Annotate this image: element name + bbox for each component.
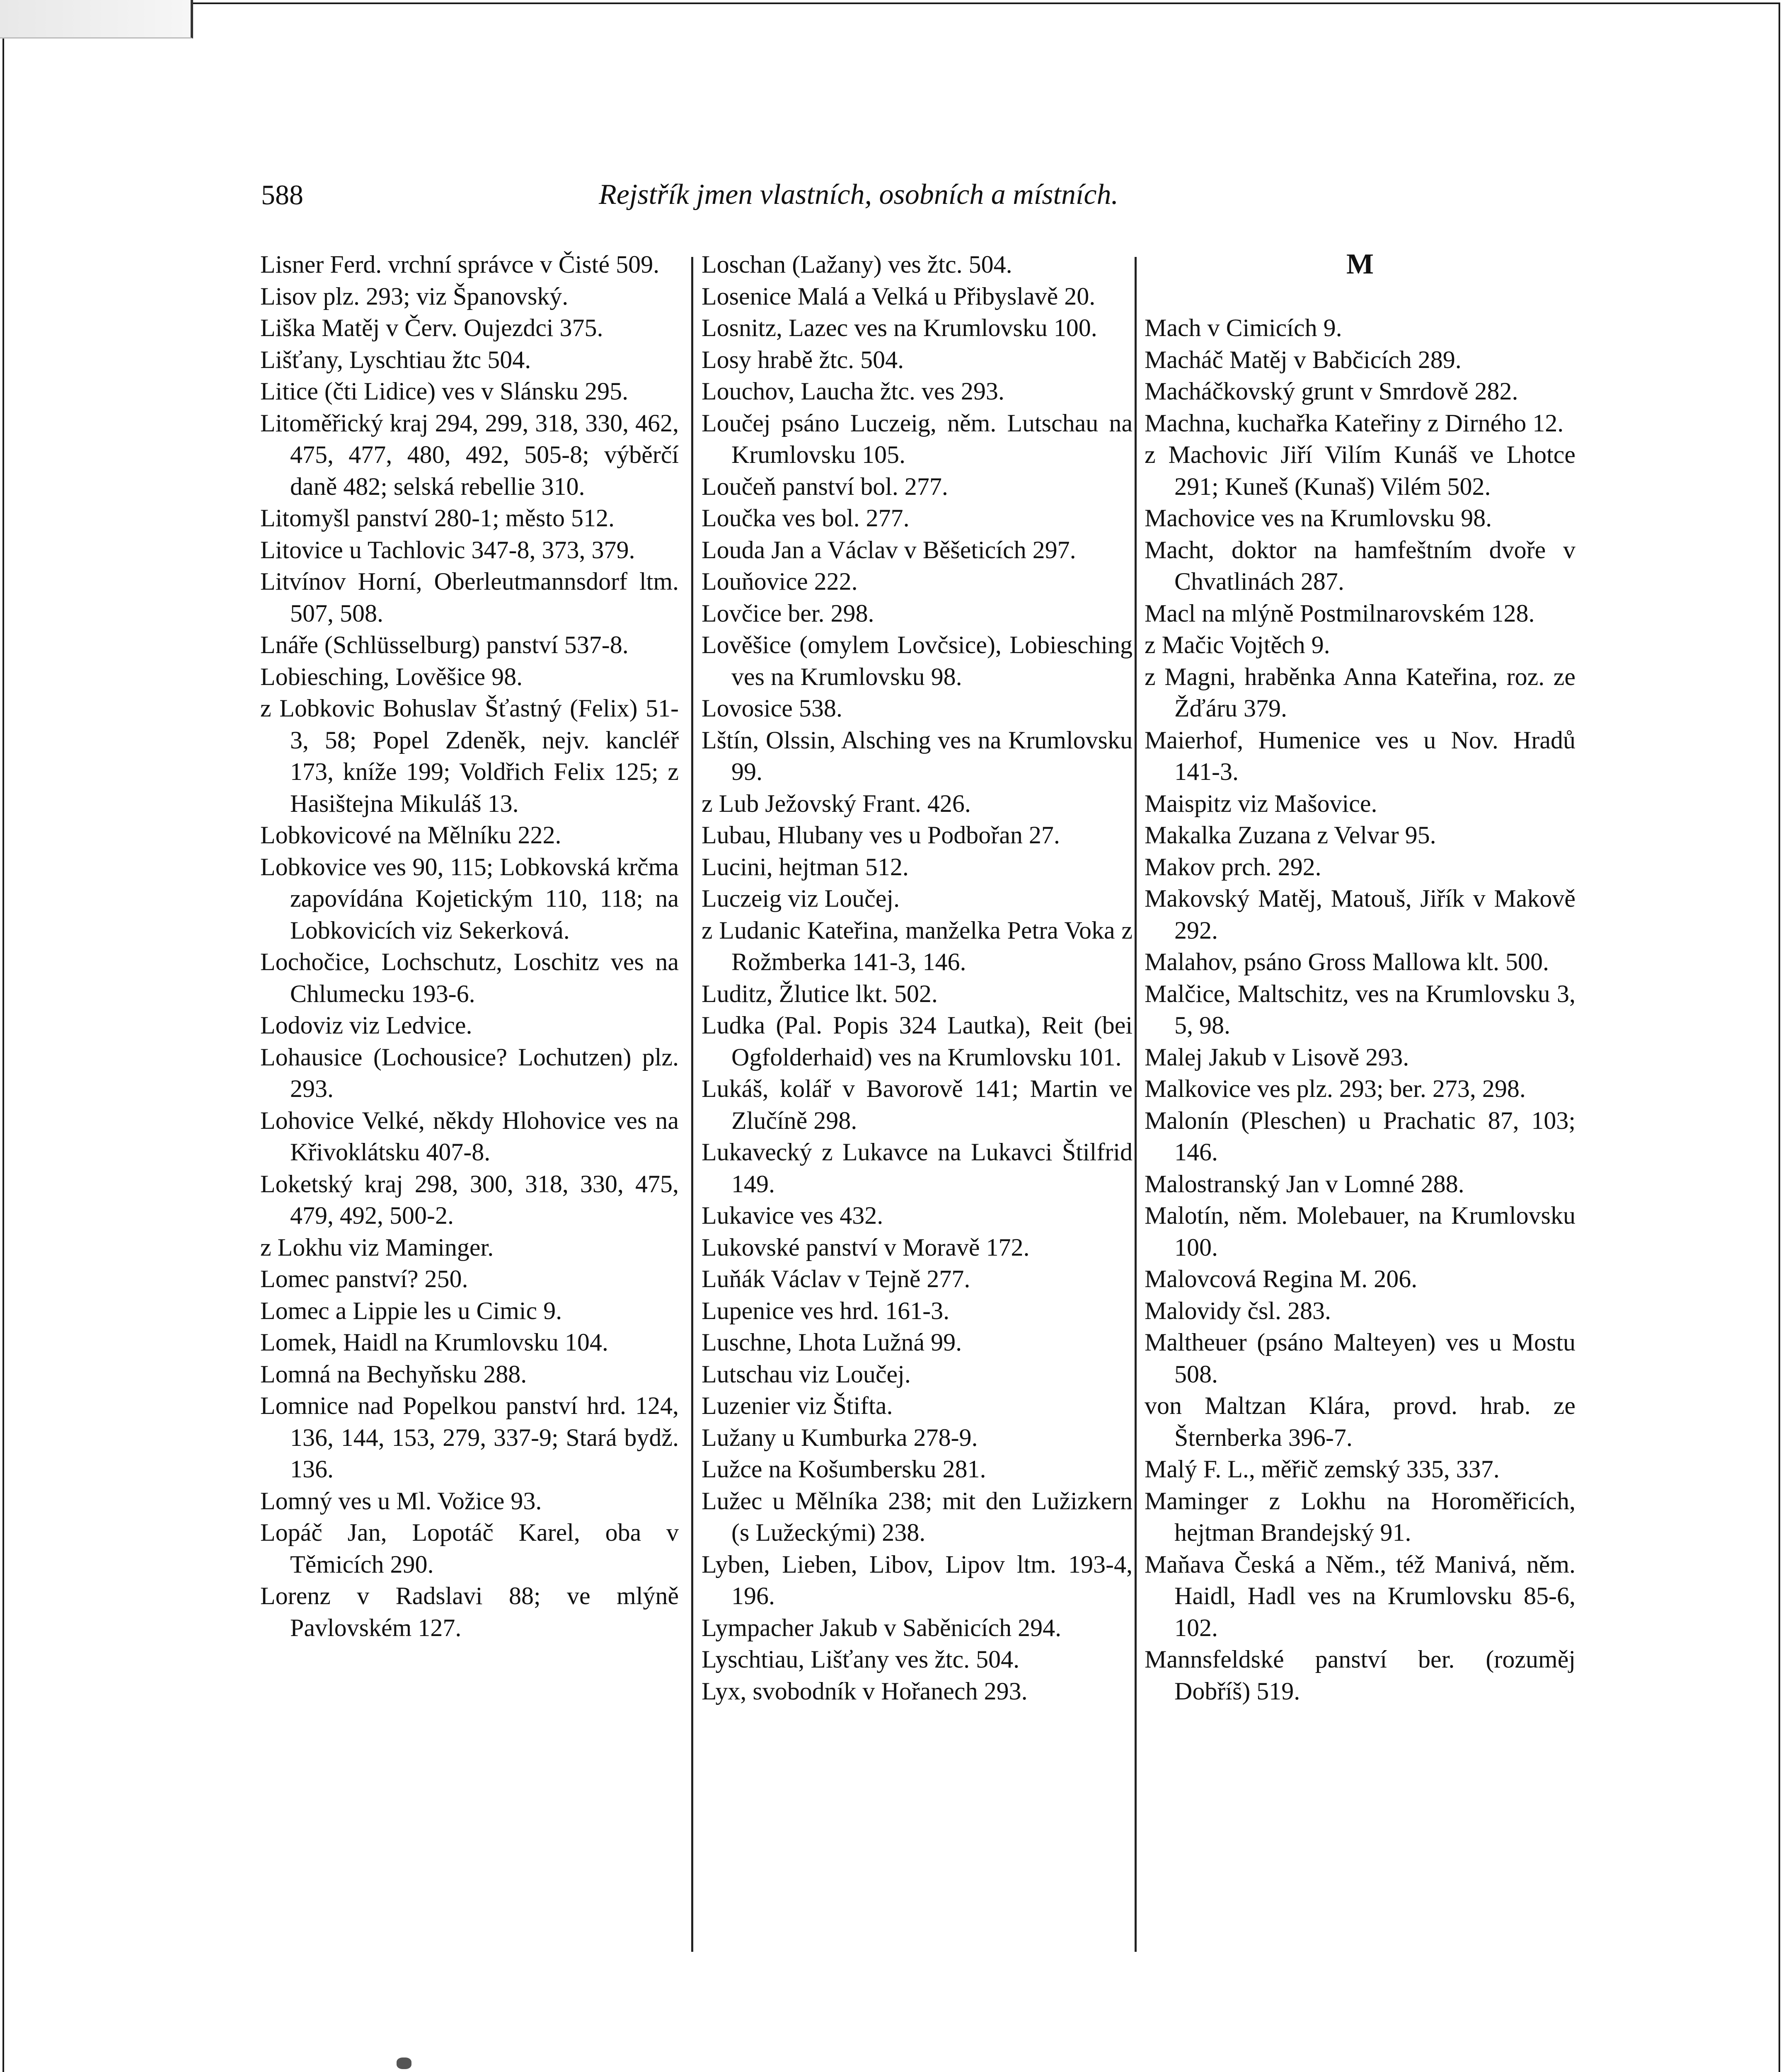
index-entry: Malčice, Maltschitz, ves na Krumlovsku 3, 5, 98. (1145, 980, 1575, 1039)
index-entry: Lobkovice ves 90, 115; Lobkovská krčma zapovídána Kojetickým 110, 118; na Lobkovicích viz Sekerková. (260, 853, 679, 944)
index-entry: Lohovice Velké, někdy Hlohovice ves na Křivoklátsku 407-8. (260, 1106, 679, 1166)
index-entry: Louchov, Laucha žtc. ves 293. (702, 378, 1004, 405)
index-entry: z Lub Ježovský Frant. 426. (702, 789, 971, 817)
index-entry: Lochočice, Lochschutz, Loschitz ves na Chlumecku 193-6. (260, 948, 679, 1007)
index-entry: Lovosice 538. (702, 695, 842, 722)
index-entry: Malkovice ves plz. 293; ber. 273, 298. (1145, 1075, 1526, 1102)
index-entry: Luňák Václav v Tejně 277. (702, 1265, 970, 1293)
index-entry: Lukavice ves 432. (702, 1202, 883, 1229)
page-header (261, 176, 1227, 213)
index-entry: Lyschtiau, Lišťany ves žtc. 504. (702, 1646, 1020, 1673)
index-entry: Lovčice ber. 298. (702, 599, 874, 627)
index-entry: z Machovic Jiří Vilím Kunáš ve Lhotce 291; Kuneš (Kunaš) Vilém 502. (1145, 441, 1575, 500)
index-entry: Maňava Česká a Něm., též Manivá, něm. Haidl, Hadl ves na Krumlovsku 85-6, 102. (1145, 1550, 1575, 1641)
index-entry: Losenice Malá a Velká u Přibyslavě 20. (702, 282, 1096, 310)
index-column-1 (260, 249, 679, 1644)
index-entry: Macl na mlýně Postmilnarovském 128. (1145, 599, 1535, 627)
index-entry: Loučka ves bol. 277. (702, 504, 910, 532)
index-entry: Lověšice (omylem Lovčsice), Lobiesching ves na Krumlovsku 98. (702, 631, 1133, 690)
index-entry: Luczeig viz Loučej. (702, 885, 900, 912)
index-entry: Machna, kuchařka Kateřiny z Dirného 12. (1145, 409, 1564, 437)
index-entry: Lužany u Kumburka 278-9. (702, 1423, 978, 1451)
index-entry: Lyben, Lieben, Libov, Lipov ltm. 193-4, 196. (702, 1550, 1133, 1610)
index-entry: Lukáš, kolář v Bavorově 141; Martin ve Zlučíně 298. (702, 1075, 1133, 1134)
index-entry: Litoměřický kraj 294, 299, 318, 330, 462, 475, 477, 480, 492, 505-8; výběrčí daně 482; selská rebellie 310. (260, 409, 679, 500)
index-entry: Lutschau viz Loučej. (702, 1360, 911, 1388)
index-entry: Litvínov Horní, Oberleutmannsdorf ltm. 507, 508. (260, 568, 679, 627)
index-entry: Loučej psáno Luczeig, něm. Lutschau na Krumlovsku 105. (702, 409, 1133, 468)
index-entry: z Lokhu viz Maminger. (260, 1233, 494, 1261)
index-entry: Lohausice (Lochousice? Lochutzen) plz. 293. (260, 1043, 679, 1102)
index-entry: Machovice ves na Krumlovsku 98. (1145, 504, 1492, 532)
index-entry: Malý F. L., měřič zemský 335, 337. (1145, 1455, 1500, 1483)
index-entry: von Maltzan Klára, provd. hrab. ze Šternberka 396-7. (1145, 1392, 1575, 1451)
scan-corner-mark (0, 0, 193, 39)
index-entry: Lubau, Hlubany ves u Podbořan 27. (702, 821, 1060, 849)
index-entry: Lobiesching, Lověšice 98. (260, 663, 523, 690)
index-entry: Lštín, Olssin, Alsching ves na Krumlovsku 99. (702, 726, 1133, 785)
index-entry: Malahov, psáno Gross Mallowa klt. 500. (1145, 948, 1549, 975)
index-entry: Makalka Zuzana z Velvar 95. (1145, 821, 1436, 849)
index-entry: Luditz, Žlutice lkt. 502. (702, 980, 938, 1007)
index-entry: Luschne, Lhota Lužná 99. (702, 1329, 962, 1356)
index-entry: Lupenice ves hrd. 161-3. (702, 1297, 950, 1324)
index-entry: Maminger z Lokhu na Horoměřicích, hejtman Brandejský 91. (1145, 1487, 1575, 1546)
index-entry: Lužce na Košumbersku 281. (702, 1455, 986, 1483)
print-speck (397, 2057, 411, 2069)
index-entry: Loketský kraj 298, 300, 318, 330, 475, 479, 492, 500-2. (260, 1170, 679, 1229)
index-entry: Litovice u Tachlovic 347-8, 373, 379. (260, 536, 635, 564)
index-entry: Ludka (Pal. Popis 324 Lautka), Reit (bei Ogfolderhaid) ves na Krumlovsku 101. (702, 1012, 1133, 1071)
index-entry: z Magni, hraběnka Anna Kateřina, roz. ze Žďáru 379. (1145, 663, 1575, 722)
index-entry: Malostranský Jan v Lomné 288. (1145, 1170, 1464, 1198)
index-entry: Lomnice nad Popelkou panství hrd. 124, 136, 144, 153, 279, 337-9; Stará bydž. 136. (260, 1392, 679, 1483)
index-entry: Lomec panství? 250. (260, 1265, 468, 1293)
index-entry: Litice (čti Lidice) ves v Slánsku 295. (260, 378, 629, 405)
index-entry: z Ludanic Kateřina, manželka Petra Voka z Rožmberka 141-3, 146. (702, 916, 1133, 975)
index-entry: Maltheuer (psáno Malteyen) ves u Mostu 508. (1145, 1329, 1575, 1388)
column-divider (1135, 257, 1137, 1952)
section-letter: M (1346, 248, 1374, 280)
index-entry: Liška Matěj v Červ. Oujezdci 375. (260, 314, 603, 341)
index-entry: Malotín, něm. Molebauer, na Krumlovsku 100. (1145, 1202, 1575, 1261)
index-column-2 (702, 249, 1133, 1707)
column-divider (691, 257, 693, 1952)
index-entry: Macháč Matěj v Babčicích 289. (1145, 346, 1462, 373)
index-entry: Malovidy čsl. 283. (1145, 1297, 1331, 1324)
index-entry: Macht, doktor na hamfeštním dvoře v Chvatlinách 287. (1145, 536, 1575, 595)
index-entry: Lnáře (Schlüsselburg) panství 537-8. (260, 631, 629, 658)
index-entry: Lucini, hejtman 512. (702, 853, 909, 881)
index-entry: Lopáč Jan, Lopotáč Karel, oba v Těmicích 290. (260, 1519, 679, 1578)
index-entry: Lodoviz viz Ledvice. (260, 1012, 472, 1039)
index-entry: Loschan (Lažany) ves žtc. 504. (702, 251, 1012, 278)
index-entry: Makov prch. 292. (1145, 853, 1321, 881)
index-entry: Makovský Matěj, Matouš, Jiřík v Makově 292. (1145, 885, 1575, 944)
index-entry: Louda Jan a Václav v Běšeticích 297. (702, 536, 1076, 564)
index-entry: Losy hrabě žtc. 504. (702, 346, 904, 373)
index-entry: Lomec a Lippie les u Cimic 9. (260, 1297, 562, 1324)
index-entry: Loučeň panství bol. 277. (702, 472, 948, 500)
index-entry: Lobkovicové na Mělníku 222. (260, 821, 561, 849)
index-entry: Lomek, Haidl na Krumlovsku 104. (260, 1329, 608, 1356)
page-number: 588 (261, 179, 303, 211)
index-entry: Lomný ves u Ml. Vožice 93. (260, 1487, 542, 1515)
index-entry: Malonín (Pleschen) u Prachatic 87, 103; 146. (1145, 1106, 1575, 1166)
index-entry: Lukavecký z Lukavce na Lukavci Štilfrid 149. (702, 1138, 1133, 1198)
index-entry: Losnitz, Lazec ves na Krumlovsku 100. (702, 314, 1097, 341)
index-entry: Lužec u Mělníka 238; mit den Lužizkern (s Lužeckými) 238. (702, 1487, 1133, 1546)
index-entry: Lisov plz. 293; viz Španovský. (260, 282, 569, 310)
index-entry: Lukovské panství v Moravě 172. (702, 1233, 1030, 1261)
index-entry: Macháčkovský grunt v Smrdově 282. (1145, 378, 1518, 405)
index-entry: Lympacher Jakub v Saběnicích 294. (702, 1614, 1062, 1641)
index-entry: Malej Jakub v Lisově 293. (1145, 1043, 1409, 1071)
index-entry: Luzenier viz Štifta. (702, 1392, 893, 1419)
index-entry: Maierhof, Humenice ves u Nov. Hradů 141-3. (1145, 726, 1575, 785)
index-entry: Louňovice 222. (702, 568, 858, 595)
index-entry: Lišťany, Lyschtiau žtc 504. (260, 346, 531, 373)
index-entry: Lisner Ferd. vrchní správce v Čisté 509. (260, 251, 660, 278)
index-entry: Mannsfeldské panství ber. (rozuměj Dobříš) 519. (1145, 1646, 1575, 1705)
index-entry: Maispitz viz Mašovice. (1145, 789, 1377, 817)
index-entry: Lyx, svobodník v Hořanech 293. (702, 1677, 1028, 1705)
index-entry: Lorenz v Radslavi 88; ve mlýně Pavlovském 127. (260, 1582, 679, 1641)
index-entry: Lomná na Bechyňsku 288. (260, 1360, 527, 1388)
running-title: Rejstřík jmen vlastních, osobních a místních. (599, 179, 1118, 211)
index-entry: Mach v Cimicích 9. (1145, 314, 1342, 341)
index-entry: z Lobkovic Bohuslav Šťastný (Felix) 51-3, 58; Popel Zdeněk, nejv. kancléř 173, kníže 199; Voldřich Felix 125; z Hasištejna Mikuláš 13. (260, 695, 679, 817)
index-entry: z Mačic Vojtěch 9. (1145, 631, 1330, 658)
index-entry: Litomyšl panství 280-1; město 512. (260, 504, 615, 532)
index-entry: Malovcová Regina M. 206. (1145, 1265, 1418, 1293)
index-column-3 (1145, 249, 1575, 1707)
